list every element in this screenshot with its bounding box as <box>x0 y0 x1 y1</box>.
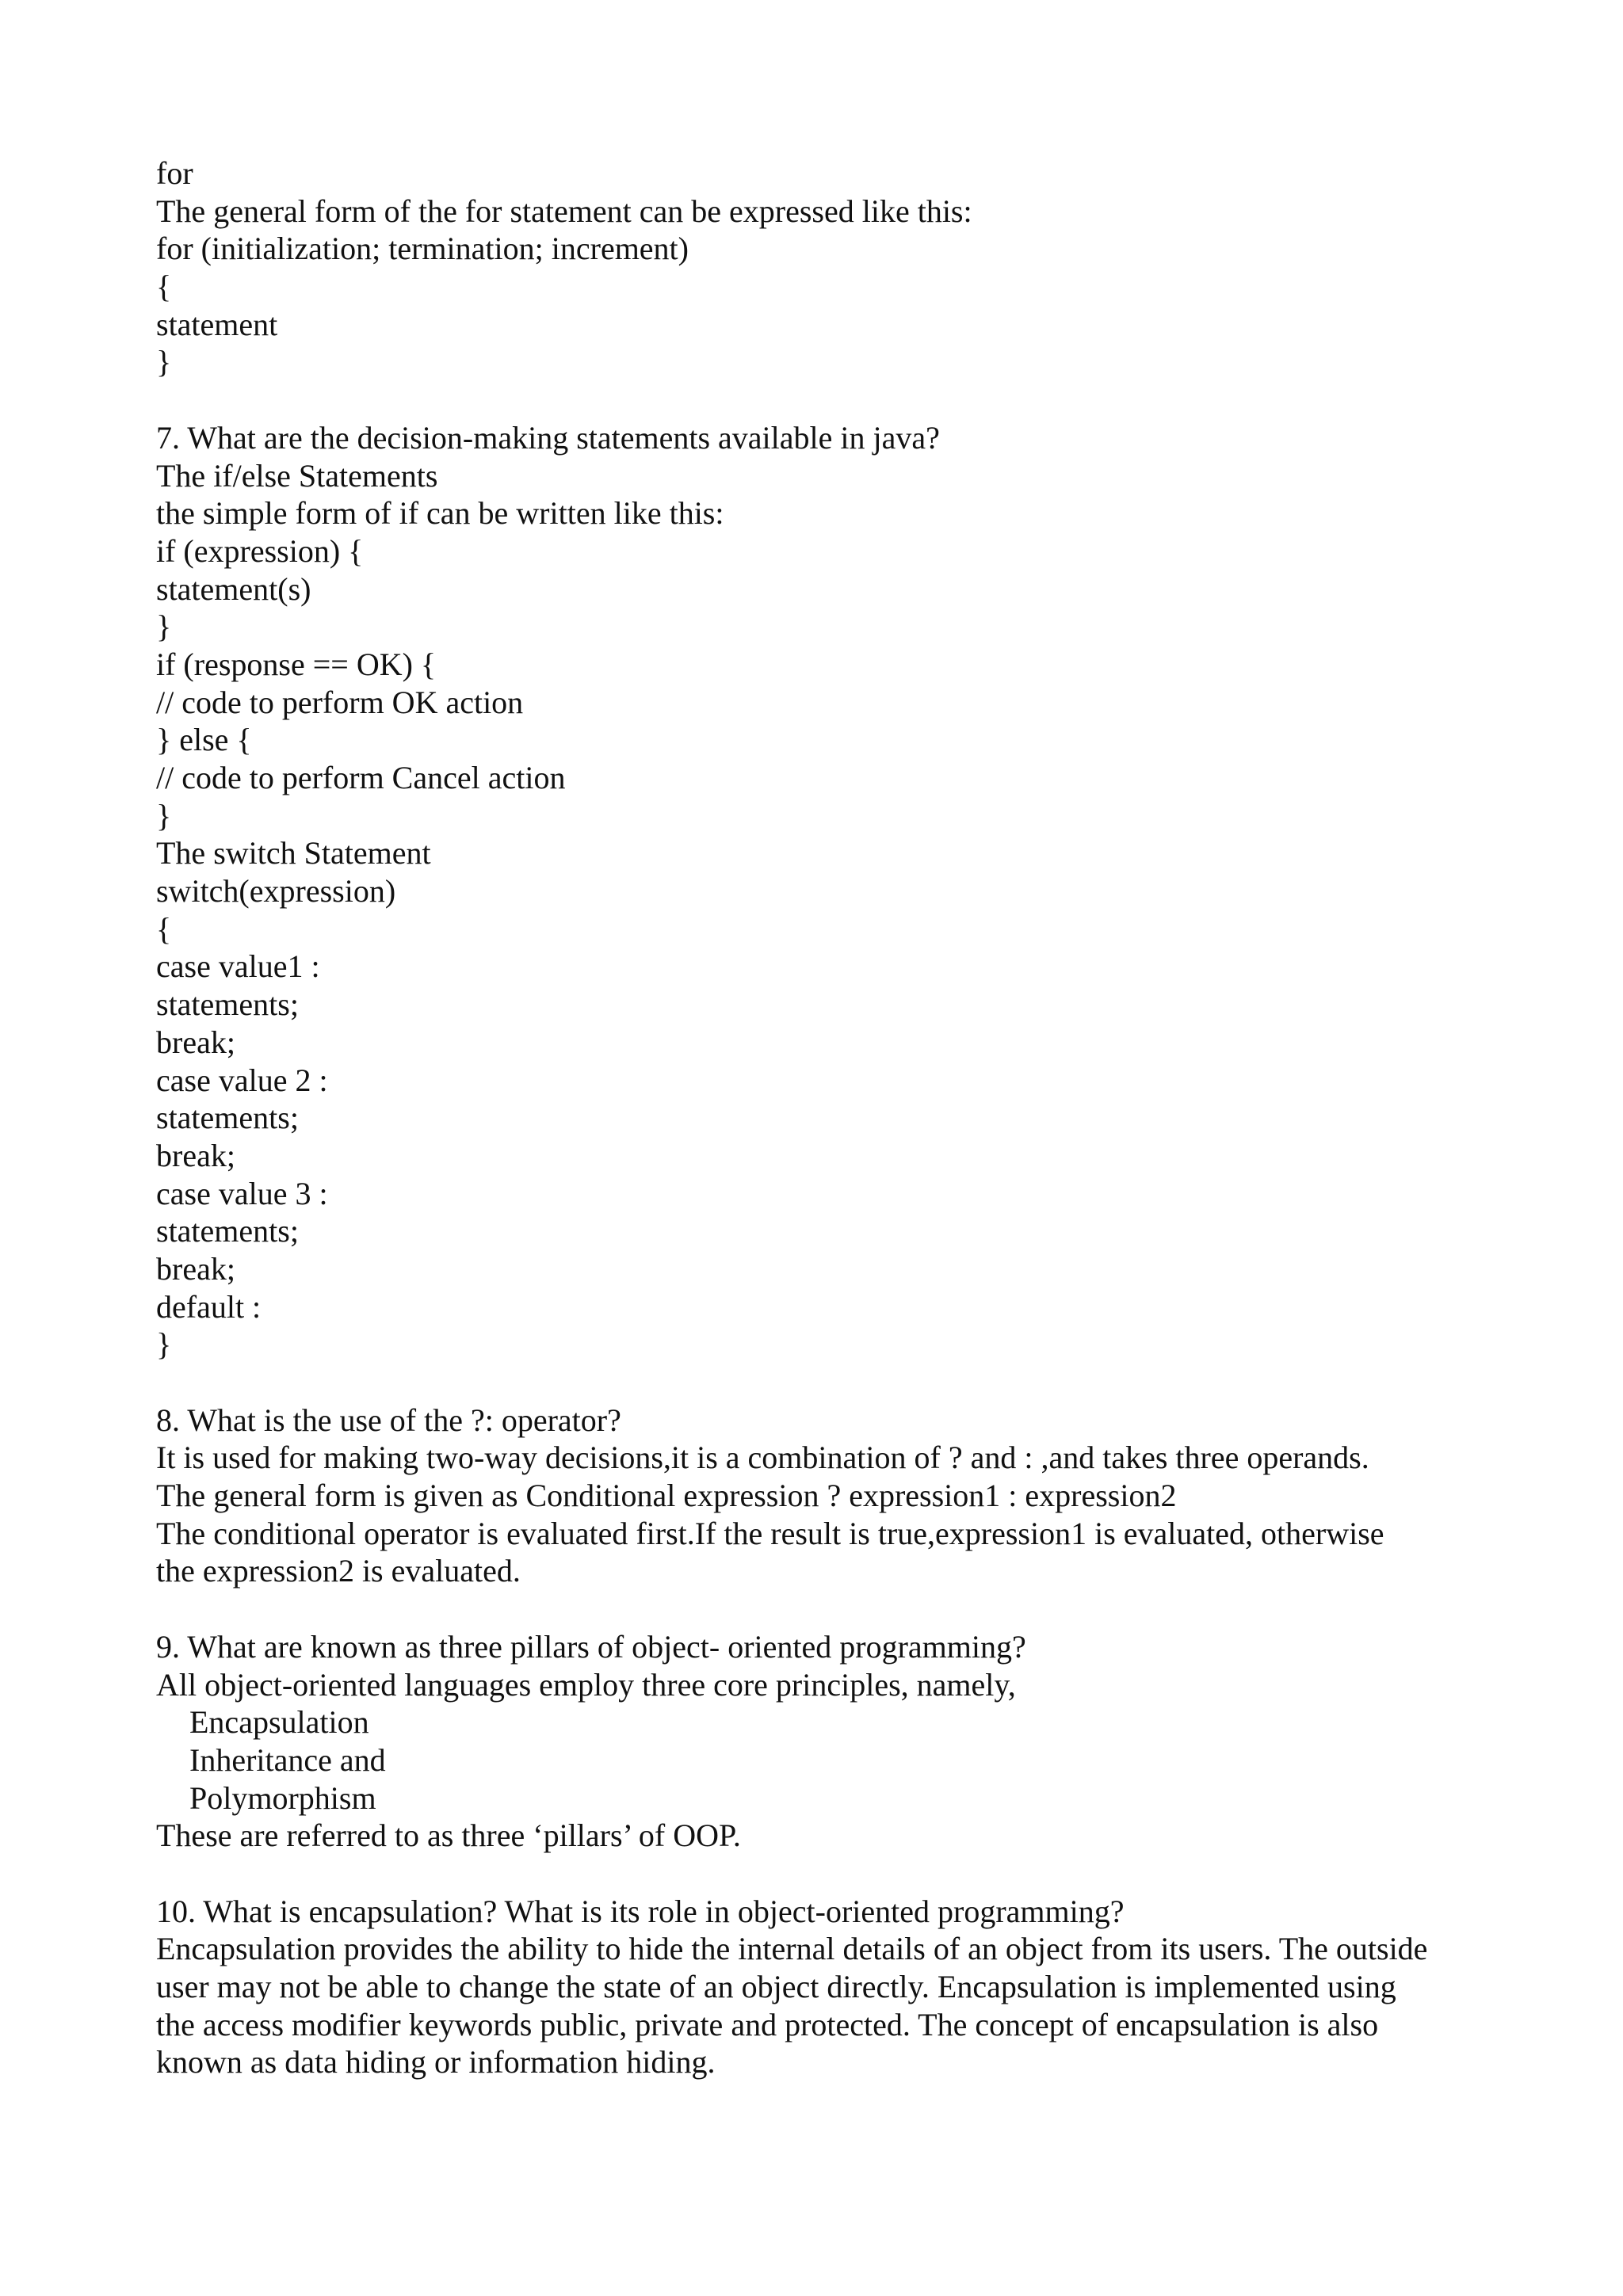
section-question-9 <box>156 1628 1503 1855</box>
code-line: } <box>156 608 172 645</box>
code-line: } else { <box>156 722 252 758</box>
paragraph-gap <box>156 1590 1503 1628</box>
code-line: // code to perform Cancel action <box>156 760 566 795</box>
text-line: Encapsulation provides the ability to hide the internal details of an object from its users. The outside <box>156 1931 1428 1967</box>
text-line: the simple form of if can be written like this: <box>156 495 724 532</box>
text-line: These are referred to as three ‘pillars’ of OOP. <box>156 1817 741 1854</box>
code-line: if (response == OK) { <box>156 646 437 682</box>
text-line: The if/else Statements <box>156 457 438 494</box>
pillar-item: Inheritance and <box>189 1741 386 1778</box>
text-line: It is used for making two-way decisions,it is a combination of ? and : ,and takes three operands. <box>156 1440 1369 1476</box>
question-8-heading: 8. What is the use of the ?: operator? <box>156 1402 621 1438</box>
section-question-10 <box>156 1893 1503 2081</box>
text-line: The general form is given as Conditional expression ? expression1 : expression2 <box>156 1478 1177 1514</box>
code-line: } <box>156 344 172 380</box>
text-line: the access modifier keywords public, private and protected. The concept of encapsulation is also <box>156 2006 1379 2042</box>
text-line: The general form of the for statement can be expressed like this: <box>156 193 972 229</box>
document-page <box>156 154 1503 2081</box>
question-10-heading: 10. What is encapsulation? What is its role in object-oriented programming? <box>156 1893 1125 1929</box>
code-line: case value 2 : <box>156 1062 328 1098</box>
code-line: default : <box>156 1288 262 1325</box>
code-line: break; <box>156 1137 235 1173</box>
text-line: All object-oriented languages employ three core principles, namely, <box>156 1666 1016 1703</box>
code-line: break; <box>156 1250 235 1287</box>
code-line: } <box>156 797 172 833</box>
code-line: statement <box>156 306 278 342</box>
section-question-8 <box>156 1402 1503 1590</box>
code-line: statements; <box>156 1100 299 1136</box>
section-for <box>156 154 1503 381</box>
section-heading-for: for <box>156 155 193 191</box>
code-line: { <box>156 269 172 305</box>
code-line: if (expression) { <box>156 532 364 569</box>
code-line: switch(expression) <box>156 873 396 910</box>
code-line: statement(s) <box>156 570 311 607</box>
paragraph-gap <box>156 1855 1503 1893</box>
code-line: statements; <box>156 986 299 1023</box>
text-line: user may not be able to change the state of an object directly. Encapsulation is implemented using <box>156 1969 1396 2004</box>
code-line: case value 3 : <box>156 1175 328 1211</box>
paragraph-gap <box>156 381 1503 419</box>
text-line: The conditional operator is evaluated first.If the result is true,expression1 is evaluated, otherwise <box>156 1515 1384 1551</box>
text-line: known as data hiding or information hiding. <box>156 2044 716 2081</box>
pillar-item: Polymorphism <box>189 1779 376 1816</box>
question-7-heading: 7. What are the decision-making statements available in java? <box>156 419 940 456</box>
question-9-heading: 9. What are known as three pillars of object- oriented programming? <box>156 1628 1026 1665</box>
code-line: statements; <box>156 1213 299 1249</box>
code-line: for (initialization; termination; increment) <box>156 231 689 267</box>
code-line: { <box>156 910 172 947</box>
code-line: break; <box>156 1024 235 1060</box>
code-line: // code to perform OK action <box>156 684 524 720</box>
section-question-7 <box>156 419 1503 1363</box>
paragraph-gap <box>156 1363 1503 1402</box>
text-line: the expression2 is evaluated. <box>156 1553 521 1589</box>
code-line: case value1 : <box>156 948 320 985</box>
pillar-item: Encapsulation <box>189 1704 369 1741</box>
code-line: } <box>156 1326 172 1363</box>
text-line: The switch Statement <box>156 835 431 871</box>
